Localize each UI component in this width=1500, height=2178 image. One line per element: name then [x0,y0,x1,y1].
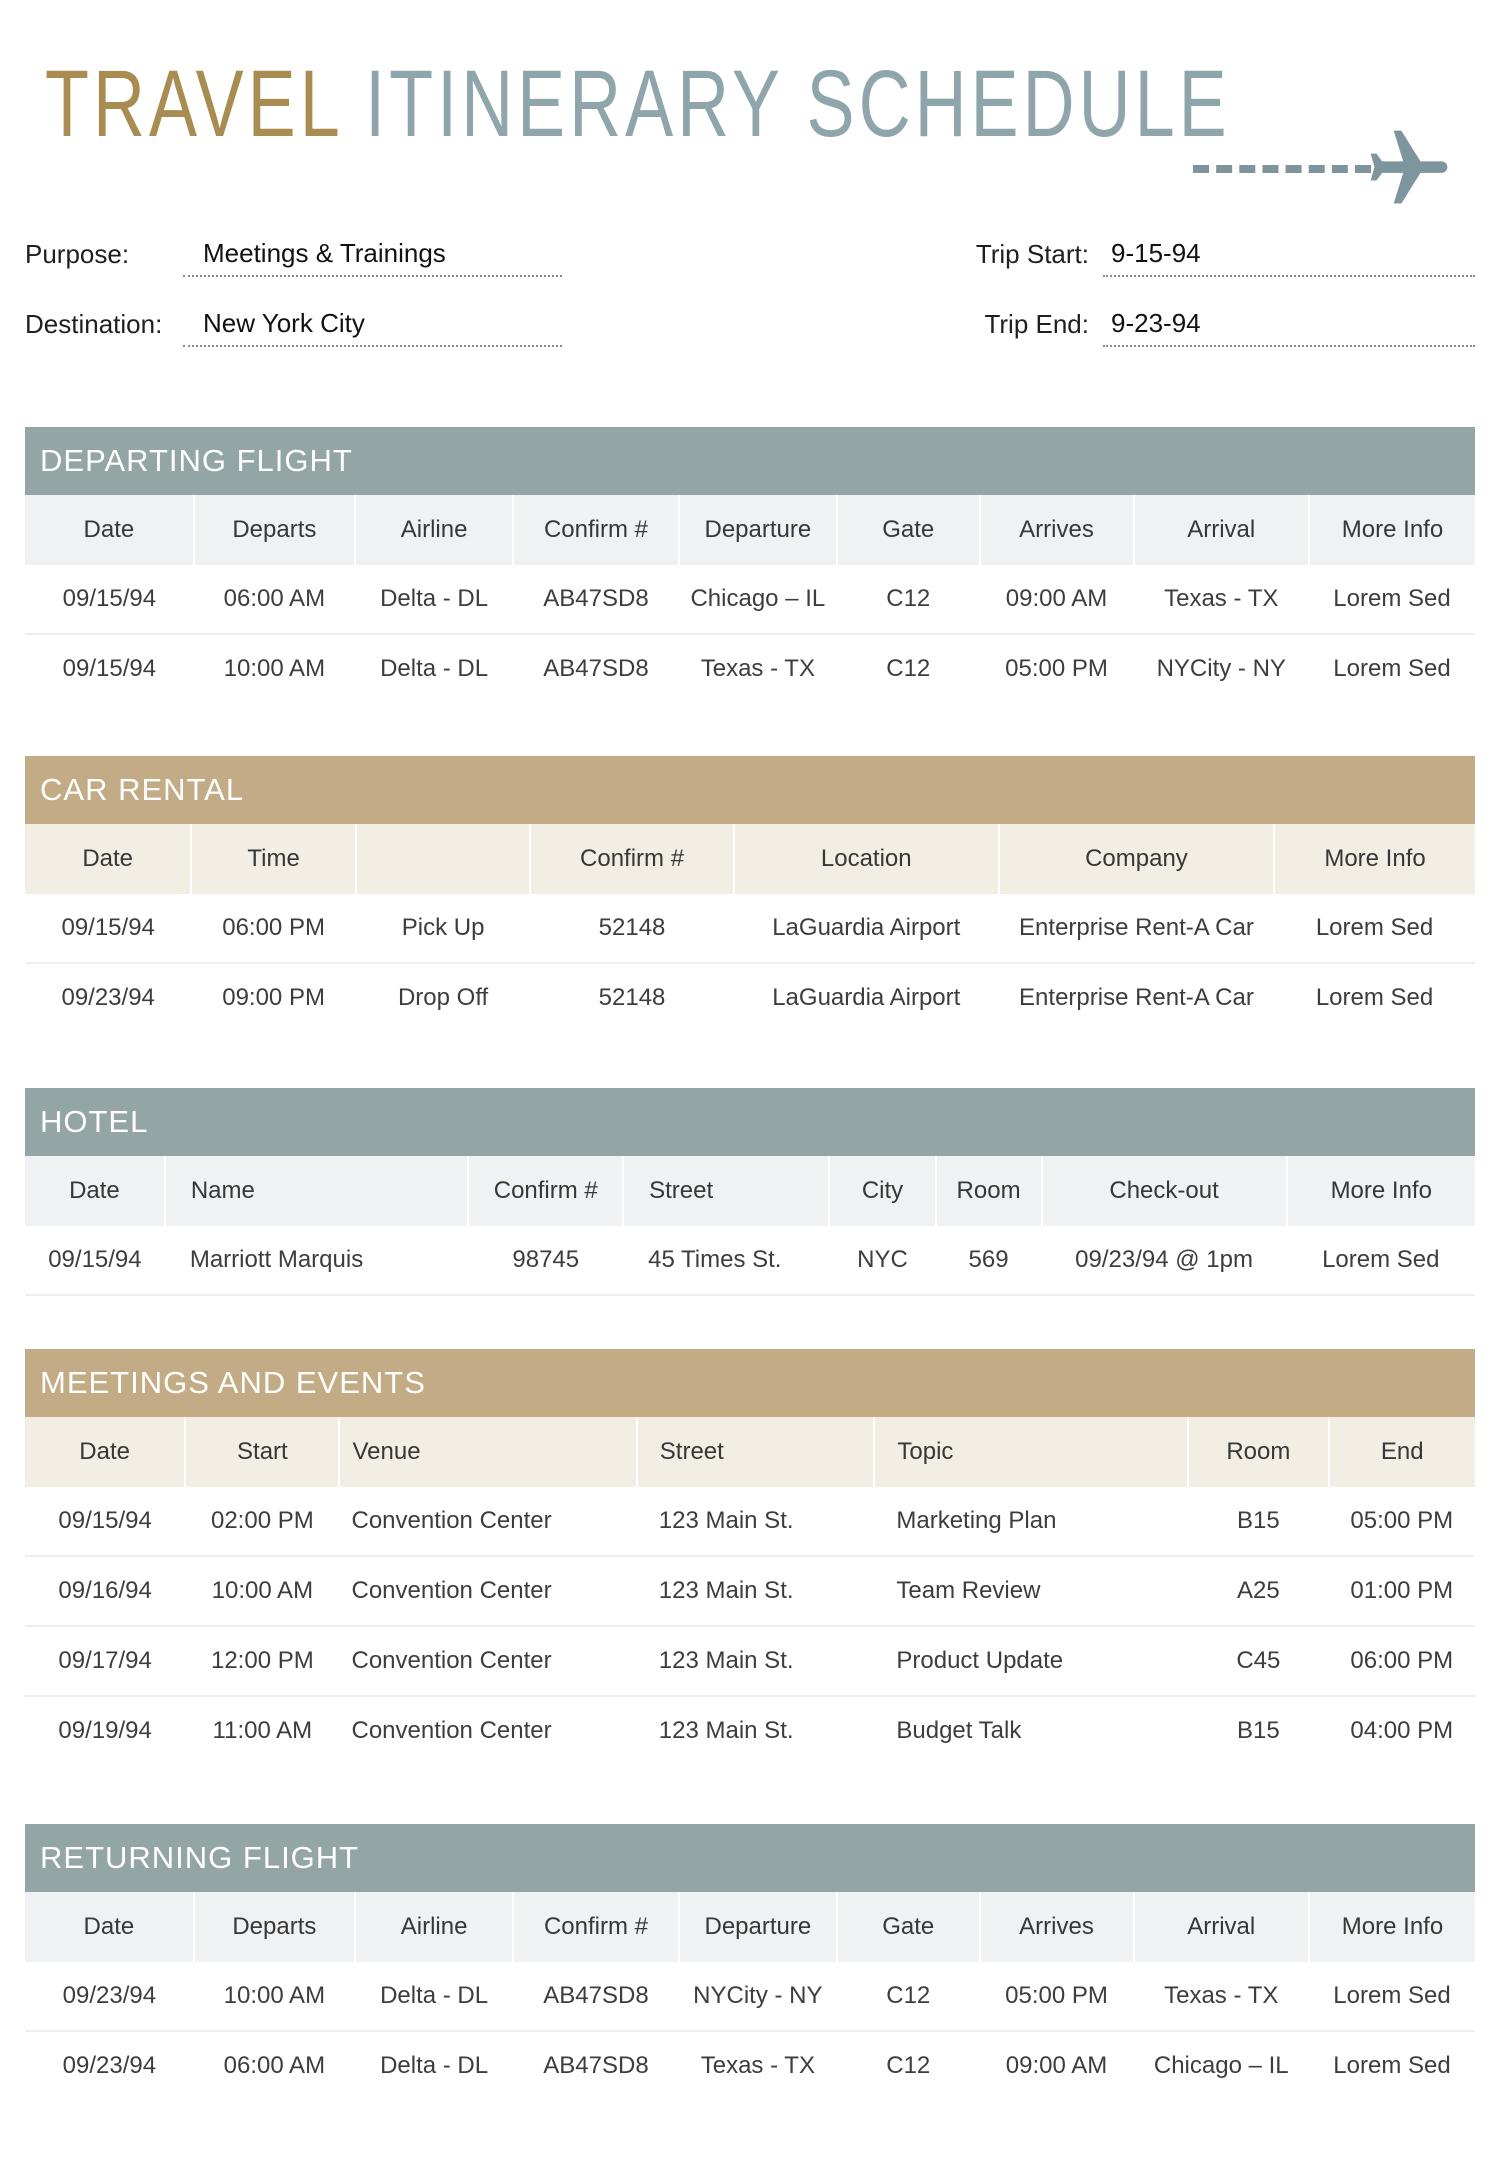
column-header: Arrives [980,495,1134,565]
section-title: RETURNING FLIGHT [40,1840,360,1875]
meetings-events-section [25,1349,1475,1765]
table-cell: Team Review [874,1556,1188,1626]
table-cell: 09/23/94 [25,1962,194,2031]
table-cell: 06:00 PM [1329,1626,1475,1696]
column-header: Date [25,824,191,894]
departing-flight-header-band [25,427,1475,495]
table-row [25,1487,1475,1556]
column-header: Confirm # [530,824,733,894]
table-cell: 123 Main St. [637,1696,875,1765]
table-cell: 11:00 AM [185,1696,339,1765]
table-cell: 09/16/94 [25,1556,185,1626]
table-cell: NYCity - NY [1134,634,1310,703]
column-header: End [1329,1417,1475,1487]
table-cell: 12:00 PM [185,1626,339,1696]
column-header: Departure [679,495,837,565]
table-cell: 05:00 PM [980,634,1134,703]
section-title: CAR RENTAL [40,772,245,807]
table-cell: AB47SD8 [513,2031,678,2100]
returning-flight-section [25,1824,1475,2100]
section-title: HOTEL [40,1104,149,1139]
table-cell: 52148 [530,963,733,1032]
page-title-itinerary-schedule: ITINERARY SCHEDULE [365,51,1231,158]
departing-flight-section [25,427,1475,703]
table-cell: AB47SD8 [513,634,678,703]
table-cell: 05:00 PM [980,1962,1134,2031]
trip-end-row [903,299,1475,347]
column-header: More Info [1287,1156,1475,1226]
document-title-block [45,51,1455,169]
trip-start-field[interactable]: 9-15-94 [1103,238,1475,277]
column-header: Gate [837,1892,980,1962]
hotel-section [25,1088,1475,1296]
table-cell: 05:00 PM [1329,1487,1475,1556]
car-rental-header-band [25,756,1475,824]
meetings-events-header-band [25,1349,1475,1417]
column-header: Topic [874,1417,1188,1487]
meetings-events-table [25,1417,1475,1765]
table-cell: 569 [936,1226,1042,1295]
table-cell: 123 Main St. [637,1487,875,1556]
table-cell: 06:00 AM [194,565,355,634]
column-header: Date [25,495,194,565]
table-cell: Texas - TX [679,2031,837,2100]
trip-end-label: Trip End: [984,309,1089,339]
purpose-label: Purpose: [25,239,130,269]
table-cell: C12 [837,2031,980,2100]
table-cell: 09/15/94 [25,565,194,634]
column-header: City [829,1156,935,1226]
table-row [25,1626,1475,1696]
table-cell: 01:00 PM [1329,1556,1475,1626]
table-cell: 09:00 AM [980,565,1134,634]
table-cell: C12 [837,565,980,634]
table-cell: 09/15/94 [25,1487,185,1556]
column-header: Company [999,824,1274,894]
column-header: Airline [355,495,513,565]
table-cell: 10:00 AM [194,1962,355,2031]
table-cell: Marketing Plan [874,1487,1188,1556]
table-cell: LaGuardia Airport [734,963,999,1032]
table-row [25,1962,1475,2031]
table-cell: Enterprise Rent-A Car [999,894,1274,963]
airplane-icon [1363,123,1455,215]
table-cell: C45 [1188,1626,1328,1696]
table-cell: Lorem Sed [1274,963,1475,1032]
form-left-column [25,229,562,369]
table-cell: C12 [837,634,980,703]
table-cell: AB47SD8 [513,1962,678,2031]
column-header: Start [185,1417,339,1487]
table-cell: Lorem Sed [1309,1962,1475,2031]
table-row [25,963,1475,1032]
table-cell: Lorem Sed [1309,2031,1475,2100]
column-header: Room [1188,1417,1328,1487]
table-cell: 09/15/94 [25,894,191,963]
column-header [356,824,531,894]
trip-start-label: Trip Start: [975,239,1089,269]
table-cell: Lorem Sed [1309,634,1475,703]
purpose-row [25,229,562,277]
airplane-trail [1193,123,1455,215]
table-cell: Enterprise Rent-A Car [999,963,1274,1032]
destination-label: Destination: [25,309,163,339]
column-header: Date [25,1417,185,1487]
table-cell: Delta - DL [355,634,513,703]
returning-flight-table [25,1892,1475,2100]
table-cell: Chicago – IL [1134,2031,1310,2100]
column-header: More Info [1309,495,1475,565]
table-cell: A25 [1188,1556,1328,1626]
trip-end-field[interactable]: 9-23-94 [1103,308,1475,347]
car-rental-section [25,756,1475,1032]
table-row [25,1696,1475,1765]
travel-itinerary-document [0,51,1500,2100]
dashed-flight-path [1193,165,1371,173]
column-header: Street [623,1156,829,1226]
table-cell: 02:00 PM [185,1487,339,1556]
table-cell: Lorem Sed [1287,1226,1475,1295]
table-cell: Delta - DL [355,565,513,634]
table-cell: 09/23/94 [25,2031,194,2100]
table-cell: 52148 [530,894,733,963]
destination-row [25,299,562,347]
table-cell: 09/23/94 [25,963,191,1032]
table-cell: 06:00 AM [194,2031,355,2100]
column-header: Date [25,1892,194,1962]
column-header: Departs [194,1892,355,1962]
table-cell: Convention Center [339,1487,636,1556]
table-cell: 09:00 AM [980,2031,1134,2100]
table-cell: 123 Main St. [637,1556,875,1626]
table-cell: NYCity - NY [679,1962,837,2031]
column-header: Arrival [1134,495,1310,565]
column-header: More Info [1309,1892,1475,1962]
column-header: Confirm # [468,1156,623,1226]
column-header: Airline [355,1892,513,1962]
departing-flight-table [25,495,1475,703]
table-cell: 06:00 PM [191,894,355,963]
table-cell: 123 Main St. [637,1626,875,1696]
column-header-row [25,1156,1475,1226]
column-header-row [25,824,1475,894]
form-right-column [903,229,1475,369]
car-rental-table [25,824,1475,1032]
table-cell: 45 Times St. [623,1226,829,1295]
table-cell: Chicago – IL [679,565,837,634]
column-header: Gate [837,495,980,565]
table-cell: Texas - TX [1134,565,1310,634]
trip-start-row [903,229,1475,277]
table-cell: Convention Center [339,1626,636,1696]
column-header: Arrival [1134,1892,1310,1962]
column-header-row [25,495,1475,565]
table-row [25,894,1475,963]
table-row [25,1556,1475,1626]
trip-summary-form [25,229,1475,369]
table-cell: 10:00 AM [185,1556,339,1626]
column-header: Departs [194,495,355,565]
column-header: Street [637,1417,875,1487]
column-header-row [25,1892,1475,1962]
column-header: Confirm # [513,1892,678,1962]
table-cell: C12 [837,1962,980,2031]
table-cell: B15 [1188,1696,1328,1765]
table-cell: Convention Center [339,1556,636,1626]
column-header: Date [25,1156,165,1226]
destination-field[interactable]: New York City [183,308,562,347]
table-cell: Delta - DL [355,2031,513,2100]
table-cell: Budget Talk [874,1696,1188,1765]
column-header: More Info [1274,824,1475,894]
table-cell: 09:00 PM [191,963,355,1032]
table-cell: 09/15/94 [25,634,194,703]
table-cell: 09/17/94 [25,1626,185,1696]
table-cell: Texas - TX [1134,1962,1310,2031]
column-header: Check-out [1042,1156,1287,1226]
page-title-travel: TRAVEL [45,51,342,158]
column-header: Name [165,1156,469,1226]
table-cell: 10:00 AM [194,634,355,703]
table-cell: 09/15/94 [25,1226,165,1295]
purpose-field[interactable]: Meetings & Trainings [183,238,562,277]
table-cell: Texas - TX [679,634,837,703]
table-cell: 98745 [468,1226,623,1295]
hotel-header-band [25,1088,1475,1156]
table-cell: Delta - DL [355,1962,513,2031]
table-cell: AB47SD8 [513,565,678,634]
column-header: Arrives [980,1892,1134,1962]
table-cell: Product Update [874,1626,1188,1696]
table-row [25,565,1475,634]
hotel-table [25,1156,1475,1296]
table-cell: 04:00 PM [1329,1696,1475,1765]
table-cell: Marriott Marquis [165,1226,469,1295]
table-cell: Lorem Sed [1274,894,1475,963]
column-header: Departure [679,1892,837,1962]
section-title: DEPARTING FLIGHT [40,443,353,478]
table-cell: 09/23/94 @ 1pm [1042,1226,1287,1295]
column-header-row [25,1417,1475,1487]
table-cell: LaGuardia Airport [734,894,999,963]
table-cell: Lorem Sed [1309,565,1475,634]
table-cell: B15 [1188,1487,1328,1556]
table-cell: 09/19/94 [25,1696,185,1765]
table-cell: NYC [829,1226,935,1295]
table-row [25,634,1475,703]
table-row [25,2031,1475,2100]
column-header: Time [191,824,355,894]
column-header: Location [734,824,999,894]
column-header: Room [936,1156,1042,1226]
table-row [25,1226,1475,1295]
table-cell: Pick Up [356,894,531,963]
section-title: MEETINGS AND EVENTS [40,1365,426,1400]
returning-flight-header-band [25,1824,1475,1892]
table-cell: Drop Off [356,963,531,1032]
column-header: Venue [339,1417,636,1487]
column-header: Confirm # [513,495,678,565]
table-cell: Convention Center [339,1696,636,1765]
